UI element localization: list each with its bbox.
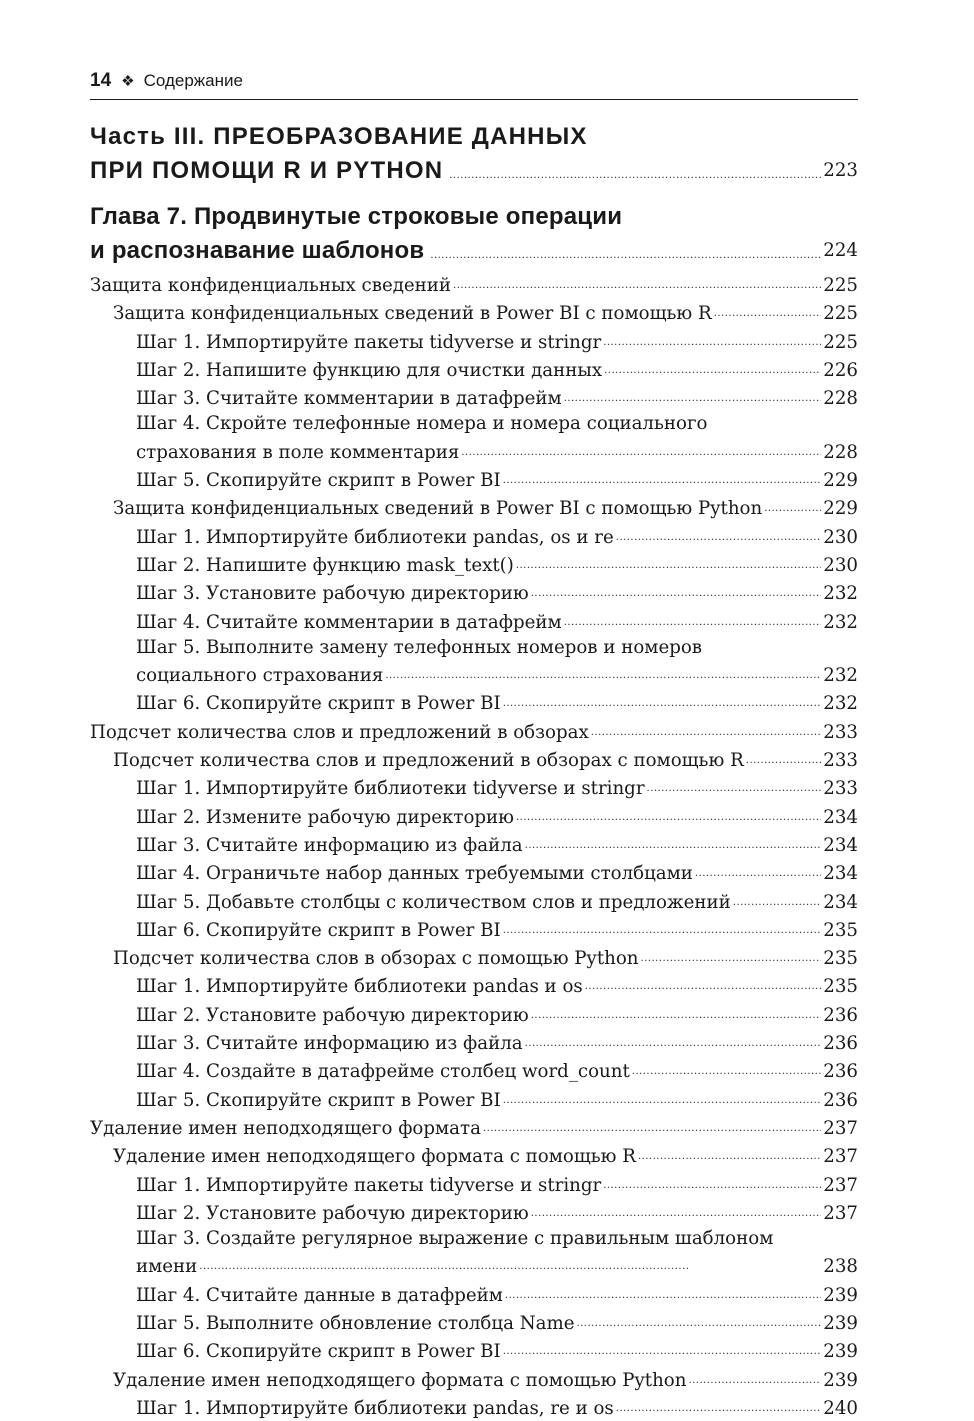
dot-leader [604,355,821,383]
dot-leader [199,1251,821,1279]
toc-entry-page: 239 [823,1284,858,1306]
toc-entry[interactable] [90,1280,858,1308]
toc-entry-page: 228 [823,388,858,410]
toc-entry[interactable] [90,355,858,383]
toc-entry-text: Шаг 4. Считайте комментарии в датафрейм [136,611,562,633]
dot-leader [695,858,821,886]
toc-entry[interactable] [90,1393,858,1421]
toc-entry-page: 232 [823,665,858,687]
toc-entry-page: 235 [823,976,858,998]
toc-entry-page: 234 [823,891,858,913]
toc-entry-text: Защита конфиденциальных сведений [90,275,452,296]
dot-leader [616,1393,822,1421]
toc-entry-page: 236 [823,1089,858,1111]
running-title: Содержание [143,71,243,90]
ornament-icon: ❖ [121,73,135,90]
toc-entry-text: Шаг 5. Скопируйте скрипт в Power BI [136,470,501,492]
toc-entry[interactable] [90,298,858,326]
toc-entry[interactable] [90,1198,858,1226]
dot-leader [531,1198,822,1226]
toc-entry-page: 236 [823,1004,858,1026]
toc-entry[interactable] [90,802,858,830]
toc-entry-text: Шаг 5. Выполните обновление столбца Name [136,1312,575,1334]
dot-leader [449,158,821,188]
toc-entry[interactable] [90,493,858,521]
toc-entry[interactable] [90,635,858,689]
toc-entry-text: Подсчет количества слов и предложений в обзорах с помощью R [113,750,744,772]
toc-entry[interactable] [90,1028,858,1056]
toc-page [90,66,858,1421]
toc-entry[interactable] [90,1226,858,1280]
toc-entry-page: 239 [823,1369,858,1391]
toc-entry-page: 232 [823,611,858,633]
toc-entry[interactable] [90,1141,858,1169]
dot-leader [647,773,822,801]
toc-entry-text: Шаг 1. Импортируйте библиотеки pandas и os [136,976,583,998]
dot-leader [503,688,822,716]
dot-leader [733,887,821,915]
dot-leader [616,522,822,550]
dot-leader [525,830,822,858]
toc-entry-text: Шаг 2. Установите рабочую директорию [136,1202,529,1224]
toc-entry-page: 239 [823,1312,858,1334]
dot-leader [531,1000,822,1028]
dot-leader [564,607,822,635]
toc-entry-page: 237 [823,1202,858,1224]
toc-entry-page: 228 [823,441,858,463]
chapter-title-line1: Глава 7. Продвинутые строковые операции [90,203,623,230]
dot-leader [564,383,822,411]
dot-leader [688,1365,821,1393]
toc-entry-page: 235 [823,948,858,970]
toc-entry[interactable] [90,411,858,465]
toc-entry[interactable] [90,1308,858,1336]
dot-leader [503,1336,822,1364]
toc-entry-page: 238 [823,1256,858,1278]
dot-leader [503,915,822,943]
toc-entry-page: 237 [823,1146,858,1168]
toc-entry-text-line1: Шаг 5. Выполните замену телефонных номеров и номеров [136,636,703,658]
toc-entry-page: 237 [823,1117,858,1139]
toc-entry-page: 235 [823,919,858,941]
toc-entry[interactable] [90,327,858,355]
toc-entry[interactable] [90,607,858,635]
toc-entry-text: Защита конфиденциальных сведений в Power BI с помощью R [113,303,712,325]
toc-entry-page: 233 [823,721,858,743]
chapter-page-number: 224 [823,240,858,261]
dot-leader [531,578,822,606]
toc-entry[interactable] [90,270,858,298]
dot-leader [503,1085,822,1113]
dot-leader [453,270,821,298]
toc-entry-text: Шаг 6. Скопируйте скрипт в Power BI [136,1341,501,1363]
toc-entry-text: Подсчет количества слов и предложений в обзорах [90,721,589,743]
toc-entry-text: Шаг 1. Импортируйте библиотеки pandas, os и re [136,526,614,548]
toc-entry-text: Шаг 2. Установите рабочую директорию [136,1004,529,1026]
toc-entry-text: социального страхования [136,665,384,687]
toc-entry-page: 232 [823,693,858,715]
part-title-line2: ПРИ ПОМОЩИ R И PYTHON [90,157,444,184]
toc-entry[interactable] [90,1336,858,1364]
toc-entry-page: 225 [823,275,858,296]
part-title-line1: Часть III. ПРЕОБРАЗОВАНИЕ ДАННЫХ [90,123,588,150]
toc-entry[interactable] [90,773,858,801]
part-page-number: 223 [823,160,858,181]
dot-leader [714,298,822,326]
toc-entry[interactable] [90,1085,858,1113]
dot-leader [603,1170,821,1198]
dot-leader [503,465,822,493]
toc-entry-text: Шаг 4. Ограничьте набор данных требуемыми столбцами [136,863,693,885]
dot-leader [516,550,821,578]
toc-entry-text: Защита конфиденциальных сведений в Power BI с помощью Python [113,498,763,520]
dot-leader [385,660,821,688]
dot-leader [461,437,821,465]
toc-entry-text: Шаг 2. Напишите функцию для очистки данных [136,359,603,381]
toc-entry-page: 230 [823,554,858,576]
toc-entry-text: Шаг 1. Импортируйте библиотеки pandas, re и os [136,1397,614,1419]
toc-entry-text: Шаг 5. Добавьте столбцы с количеством слов и предложений [136,891,731,913]
toc-entry-text: Удаление имен неподходящего формата с помощью Python [113,1369,687,1391]
toc-entry[interactable] [90,383,858,411]
toc-entry-page: 225 [823,331,858,353]
toc-entry-text: Шаг 6. Скопируйте скрипт в Power BI [136,919,501,941]
chapter-heading[interactable] [90,200,858,268]
toc-entry-text: Шаг 5. Скопируйте скрипт в Power BI [136,1089,501,1111]
page-number: 14 [90,70,112,91]
toc-entry-page: 230 [823,526,858,548]
dot-leader [632,1056,822,1084]
toc-entry-page: 234 [823,863,858,885]
toc-entry-text: Шаг 3. Установите рабочую директорию [136,583,529,605]
toc-entry-text: Шаг 6. Скопируйте скрипт в Power BI [136,693,501,715]
toc-entry[interactable] [90,858,858,886]
toc-entry-text: Удаление имен неподходящего формата [90,1117,481,1139]
dot-leader [505,1280,821,1308]
toc-entry[interactable] [90,943,858,971]
toc-entries [90,270,858,1421]
toc-entry-text: Шаг 2. Измените рабочую директорию [136,806,515,828]
toc-entry-text: Шаг 4. Создайте в датафрейме столбец word_count [136,1061,630,1083]
toc-entry[interactable] [90,465,858,493]
running-header [90,66,858,100]
toc-entry-text: Удаление имен неподходящего формата с помощью R [113,1146,636,1168]
chapter-title-line2: и распознавание шаблонов [90,237,425,264]
toc-entry-text: Шаг 1. Импортируйте пакеты tidyverse и stringr [136,331,602,353]
dot-leader [525,1028,822,1056]
dot-leader [641,943,822,971]
toc-entry-text: страхования в поле комментария [136,441,460,463]
dot-leader [483,1113,821,1141]
toc-entry-page: 237 [823,1174,858,1196]
toc-entry-text: Шаг 1. Импортируйте библиотеки tidyverse и stringr [136,778,645,800]
toc-entry-page: 234 [823,806,858,828]
toc-entry[interactable] [90,830,858,858]
toc-entry-text: Шаг 4. Считайте данные в датафрейм [136,1284,503,1306]
toc-entry[interactable] [90,550,858,578]
toc-entry-text: Шаг 3. Считайте комментарии в датафрейм [136,388,562,410]
toc-entry-text: имени [136,1256,198,1278]
toc-entry[interactable] [90,578,858,606]
toc-entry-page: 229 [823,498,858,520]
toc-entry-text: Шаг 2. Напишите функцию mask_text() [136,554,514,576]
toc-entry-page: 229 [823,470,858,492]
toc-entry[interactable] [90,688,858,716]
dot-leader [746,745,822,773]
toc-entry[interactable] [90,887,858,915]
toc-entry-page: 226 [823,359,858,381]
toc-entry-text: Шаг 3. Считайте информацию из файла [136,834,523,856]
dot-leader [603,327,821,355]
toc-entry-text: Шаг 3. Считайте информацию из файла [136,1033,523,1055]
toc-entry[interactable] [90,915,858,943]
toc-entry-page: 236 [823,1033,858,1055]
dot-leader [764,493,821,521]
dot-leader [576,1308,821,1336]
toc-entry-page: 234 [823,834,858,856]
toc-entry[interactable] [90,1056,858,1084]
toc-entry-page: 233 [823,750,858,772]
toc-entry-page: 240 [823,1397,858,1419]
toc-entry[interactable] [90,745,858,773]
toc-entry-text: Подсчет количества слов в обзорах с помощью Python [113,948,639,970]
toc-entry-page: 233 [823,778,858,800]
dot-leader [516,802,821,830]
toc-entry-page: 236 [823,1061,858,1083]
part-heading[interactable] [90,120,858,188]
dot-leader [585,971,822,999]
toc-entry-page: 225 [823,303,858,325]
toc-entry-page: 239 [823,1341,858,1363]
toc-entry-text-line1: Шаг 4. Скройте телефонные номера и номера социального [136,413,708,435]
dot-leader [591,717,822,745]
toc-entry[interactable] [90,522,858,550]
dot-leader [430,238,821,268]
toc-entry[interactable] [90,1365,858,1393]
toc-entry-text: Шаг 1. Импортируйте пакеты tidyverse и stringr [136,1174,602,1196]
toc-entry[interactable] [90,1113,858,1141]
toc-entry[interactable] [90,1170,858,1198]
toc-entry[interactable] [90,717,858,745]
toc-entry[interactable] [90,1000,858,1028]
dot-leader [638,1141,821,1169]
toc-entry[interactable] [90,971,858,999]
toc-entry-text-line1: Шаг 3. Создайте регулярное выражение с правильным шаблоном [136,1228,774,1250]
toc-entry-page: 232 [823,583,858,605]
